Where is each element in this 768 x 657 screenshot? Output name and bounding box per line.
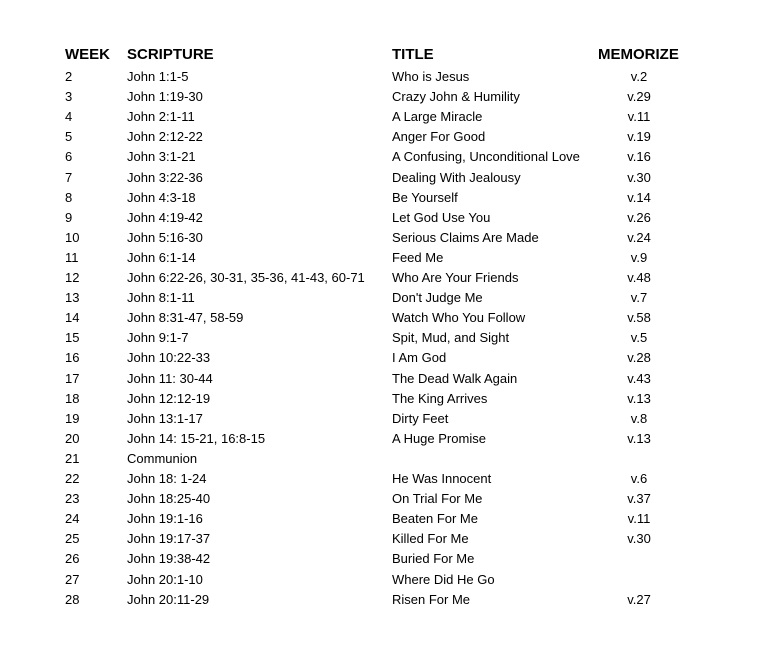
- memorize-cell: v.29: [627, 89, 651, 105]
- scripture-cell: John 20:11-29: [127, 591, 210, 607]
- table-row: [0, 509, 768, 529]
- week-cell: 10: [65, 229, 80, 245]
- memorize-cell: v.30: [627, 531, 651, 547]
- week-cell: 26: [65, 551, 80, 567]
- title-cell: A Huge Promise: [392, 430, 486, 446]
- week-cell: 11: [65, 249, 79, 265]
- week-cell: 20: [65, 430, 80, 446]
- week-cell: 12: [65, 270, 80, 285]
- table-row: [0, 449, 768, 469]
- scripture-cell: John 19:17-37: [127, 531, 211, 547]
- table-row: [0, 469, 768, 489]
- week-cell: 16: [65, 350, 80, 366]
- week-cell: 2: [65, 69, 73, 84]
- table-row: [0, 127, 768, 147]
- table-row: [0, 147, 768, 167]
- title-cell: The Dead Walk Again: [392, 370, 518, 386]
- table-row: [0, 87, 768, 107]
- week-cell: 6: [65, 149, 73, 165]
- memorize-cell: v.13: [627, 390, 651, 406]
- week-cell: 7: [65, 169, 73, 185]
- memorize-cell: v.11: [627, 511, 651, 527]
- week-cell: 28: [65, 591, 80, 607]
- memorize-cell: v.14: [627, 189, 651, 205]
- memorize-cell: v.5: [630, 330, 648, 346]
- scripture-cell: John 8:31-47, 58-59: [127, 310, 244, 326]
- week-cell: 17: [65, 370, 80, 386]
- title-cell: Watch Who You Follow: [392, 310, 526, 326]
- title-cell: Risen For Me: [392, 591, 471, 607]
- scripture-cell: John 1:1-5: [127, 69, 189, 84]
- scripture-cell: John 4:3-18: [127, 189, 196, 205]
- column-header-week: WEEK: [65, 46, 110, 63]
- scripture-cell: John 6:22-26, 30-31, 35-36, 41-43, 60-71: [127, 270, 365, 285]
- title-cell: Be Yourself: [392, 189, 458, 205]
- column-header-memorize: MEMORIZE: [598, 46, 679, 63]
- scripture-cell: John 4:19-42: [127, 209, 203, 225]
- table-row: [0, 409, 768, 429]
- table-row: [0, 389, 768, 409]
- title-cell: Killed For Me: [392, 531, 469, 547]
- title-cell: Don't Judge Me: [392, 290, 483, 306]
- memorize-cell: v.7: [630, 290, 648, 306]
- column-header-title: TITLE: [392, 46, 434, 63]
- scripture-cell: John 3:22-36: [127, 169, 203, 185]
- table-row: [0, 288, 768, 308]
- scripture-cell: John 11: 30-44: [127, 370, 213, 386]
- table-row: [0, 529, 768, 549]
- memorize-cell: v.28: [627, 350, 651, 366]
- title-cell: He Was Innocent: [392, 471, 492, 486]
- scripture-cell: John 6:1-14: [127, 249, 196, 265]
- scripture-cell: John 10:22-33: [127, 350, 211, 366]
- table-row: [0, 308, 768, 328]
- memorize-cell: v.9: [630, 249, 648, 265]
- memorize-cell: v.19: [627, 129, 651, 145]
- scripture-cell: Communion: [127, 450, 198, 466]
- memorize-cell: v.6: [630, 471, 648, 486]
- table-row: [0, 168, 768, 188]
- table-row: [0, 67, 768, 87]
- title-cell: Anger For Good: [392, 129, 486, 145]
- week-cell: 27: [65, 571, 80, 587]
- table-header: [0, 44, 768, 66]
- scripture-cell: John 13:1-17: [127, 410, 203, 426]
- table-row: [0, 328, 768, 348]
- title-cell: A Confusing, Unconditional Love: [392, 149, 580, 165]
- week-cell: 9: [65, 209, 73, 225]
- week-cell: 21: [65, 450, 80, 466]
- column-header-scripture: SCRIPTURE: [127, 46, 214, 63]
- title-cell: The King Arrives: [392, 390, 488, 406]
- title-cell: Feed Me: [392, 249, 444, 265]
- table-row: [0, 107, 768, 127]
- table-row: [0, 549, 768, 569]
- memorize-cell: v.48: [627, 270, 651, 285]
- memorize-cell: v.43: [627, 370, 651, 386]
- title-cell: Who Are Your Friends: [392, 270, 519, 285]
- scripture-cell: John 19:38-42: [127, 551, 211, 567]
- table-row: [0, 489, 768, 509]
- scripture-cell: John 14: 15-21, 16:8-15: [127, 430, 266, 446]
- scripture-cell: John 2:12-22: [127, 129, 203, 145]
- title-cell: Serious Claims Are Made: [392, 229, 539, 245]
- week-cell: 3: [65, 89, 73, 105]
- table-row: [0, 590, 768, 610]
- table-row: [0, 429, 768, 449]
- week-cell: 5: [65, 129, 73, 145]
- title-cell: Dealing With Jealousy: [392, 169, 521, 185]
- week-cell: 24: [65, 511, 80, 527]
- scripture-cell: John 1:19-30: [127, 89, 203, 105]
- memorize-cell: v.24: [627, 229, 651, 245]
- memorize-cell: v.58: [627, 310, 651, 326]
- week-cell: 13: [65, 290, 80, 306]
- title-cell: Let God Use You: [392, 209, 491, 225]
- table-row: [0, 248, 768, 268]
- scripture-cell: John 5:16-30: [127, 229, 203, 245]
- scripture-cell: John 19:1-16: [127, 511, 203, 527]
- memorize-cell: v.26: [627, 209, 651, 225]
- table-row: [0, 188, 768, 208]
- week-cell: 22: [65, 471, 80, 486]
- week-cell: 23: [65, 491, 80, 507]
- title-cell: Who is Jesus: [392, 69, 470, 84]
- week-cell: 8: [65, 189, 73, 205]
- scripture-cell: John 18:25-40: [127, 491, 211, 507]
- week-cell: 25: [65, 531, 80, 547]
- title-cell: On Trial For Me: [392, 491, 483, 507]
- title-cell: I Am God: [392, 350, 447, 366]
- scripture-cell: John 8:1-11: [127, 290, 195, 306]
- memorize-cell: v.2: [630, 69, 648, 84]
- scripture-cell: John 3:1-21: [127, 149, 196, 165]
- title-cell: Buried For Me: [392, 551, 475, 567]
- scripture-cell: John 12:12-19: [127, 390, 211, 406]
- memorize-cell: v.16: [627, 149, 651, 165]
- table-row: [0, 570, 768, 590]
- memorize-cell: v.13: [627, 430, 651, 446]
- memorize-cell: v.37: [627, 491, 651, 507]
- title-cell: Crazy John & Humility: [392, 89, 520, 105]
- title-cell: Dirty Feet: [392, 410, 449, 426]
- week-cell: 19: [65, 410, 80, 426]
- week-cell: 4: [65, 109, 73, 125]
- memorize-cell: v.27: [627, 591, 651, 607]
- table-row: [0, 369, 768, 389]
- memorize-cell: v.30: [627, 169, 651, 185]
- title-cell: Beaten For Me: [392, 511, 478, 527]
- scripture-cell: John 20:1-10: [127, 571, 203, 587]
- table-row: [0, 208, 768, 228]
- table-row: [0, 348, 768, 368]
- scripture-cell: John 2:1-11: [127, 109, 195, 125]
- table-row: [0, 268, 768, 288]
- title-cell: Where Did He Go: [392, 571, 495, 587]
- scripture-cell: John 18: 1-24: [127, 471, 207, 486]
- week-cell: 18: [65, 390, 80, 406]
- memorize-cell: v.11: [627, 109, 651, 125]
- week-cell: 15: [65, 330, 80, 346]
- memorize-cell: v.8: [630, 410, 648, 426]
- scripture-cell: John 9:1-7: [127, 330, 189, 346]
- table-row: [0, 228, 768, 248]
- title-cell: A Large Miracle: [392, 109, 483, 125]
- week-cell: 14: [65, 310, 80, 326]
- title-cell: Spit, Mud, and Sight: [392, 330, 510, 346]
